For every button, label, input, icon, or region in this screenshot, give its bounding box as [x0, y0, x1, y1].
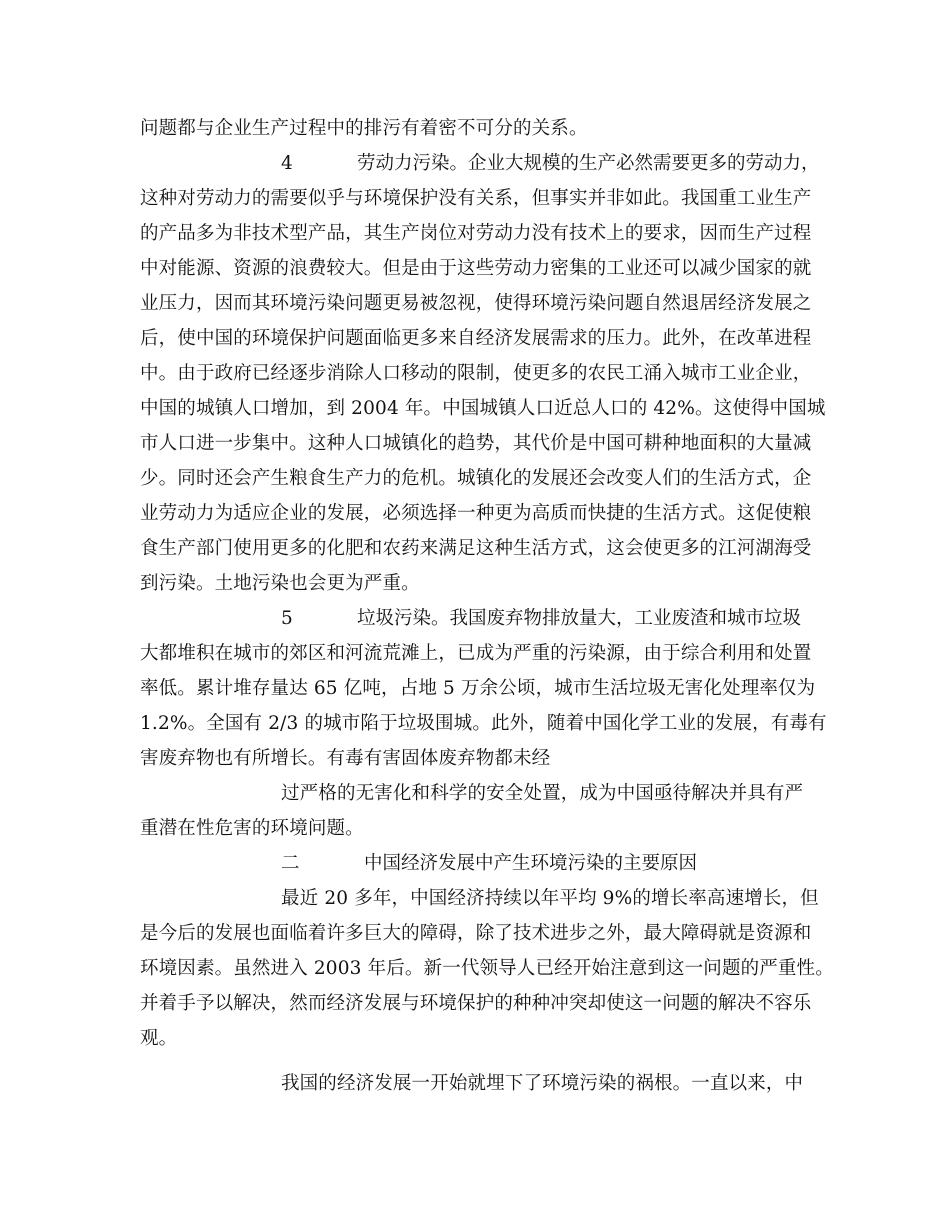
text-line: 率低。累计堆存量达 65 亿吨，占地 5 万余公顷，城市生活垃圾无害化处理率仅为	[140, 678, 816, 699]
text-line: 过严格的无害化和科学的安全处置，成为中国亟待解决并具有严	[281, 783, 804, 804]
text-line: 少。同时还会产生粮食生产力的危机。城镇化的发展还会改变人们的生活方式，企	[140, 468, 812, 489]
item-number: 5	[281, 608, 293, 629]
item-heading-line: 劳动力污染。企业大规模的生产必然需要更多的劳动力，	[357, 153, 820, 174]
text-line: 大都堆积在城市的郊区和河流荒滩上，已成为严重的污染源，由于综合利用和处置	[140, 643, 812, 664]
text-line: 业劳动力为适应企业的发展，必须选择一种更为高质而快捷的生活方式。这促使粮	[140, 503, 812, 524]
section-number: 二	[281, 853, 300, 874]
text-line: 我国的经济发展一开始就埋下了环境污染的祸根。一直以来，中	[281, 1073, 804, 1094]
item-heading-line: 垃圾污染。我国废弃物排放量大，工业废渣和城市垃圾	[357, 608, 802, 629]
text-line: 1.2%。全国有 2/3 的城市陷于垃圾围城。此外，随着中国化学工业的发展，有毒有	[140, 713, 827, 734]
text-line: 问题都与企业生产过程中的排污有着密不可分的关系。	[140, 118, 588, 139]
text-line: 业压力，因而其环境污染问题更易被忽视，使得环境污染问题自然退居经济发展之	[140, 293, 812, 314]
text-line: 是今后的发展也面临着许多巨大的障碍，除了技术进步之外，最大障碍就是资源和	[140, 923, 812, 944]
text-line: 并着手予以解决，然而经济发展与环境保护的种种冲突却使这一问题的解决不容乐	[140, 993, 812, 1014]
text-line: 环境因素。虽然进入 2003 年后。新一代领导人已经开始注意到这一问题的严重性。	[140, 958, 834, 979]
text-line: 中对能源、资源的浪费较大。但是由于这些劳动力密集的工业还可以减少国家的就	[140, 258, 812, 279]
text-line: 食生产部门使用更多的化肥和农药来满足这种生活方式，这会使更多的江河湖海受	[140, 538, 812, 559]
text-line: 中。由于政府已经逐步消除人口移动的限制，使更多的农民工涌入城市工业企业，	[140, 363, 812, 384]
text-line: 观。	[140, 1028, 178, 1049]
text-line: 害废弃物也有所增长。有毒有害固体废弃物都未经	[140, 748, 551, 769]
section-title: 中国经济发展中产生环境污染的主要原因	[364, 853, 698, 874]
text-line: 的产品多为非技术型产品，其生产岗位对劳动力没有技术上的要求，因而生产过程	[140, 223, 812, 244]
text-line: 后，使中国的环境保护问题面临更多来自经济发展需求的压力。此外，在改革进程	[140, 328, 812, 349]
text-line: 重潜在性危害的环境问题。	[140, 818, 364, 839]
text-line: 中国的城镇人口增加，到 2004 年。中国城镇人口近总人口的 42%。这使得中国城	[140, 398, 826, 419]
item-number: 4	[281, 153, 293, 174]
text-line: 市人口进一步集中。这种人口城镇化的趋势，其代价是中国可耕种地面积的大量减	[140, 433, 812, 454]
text-line: 到污染。土地污染也会更为严重。	[140, 573, 420, 594]
text-line: 这种对劳动力的需要似乎与环境保护没有关系，但事实并非如此。我国重工业生产	[140, 188, 812, 209]
text-line: 最近 20 多年，中国经济持续以年平均 9%的增长率高速增长，但	[281, 888, 819, 909]
